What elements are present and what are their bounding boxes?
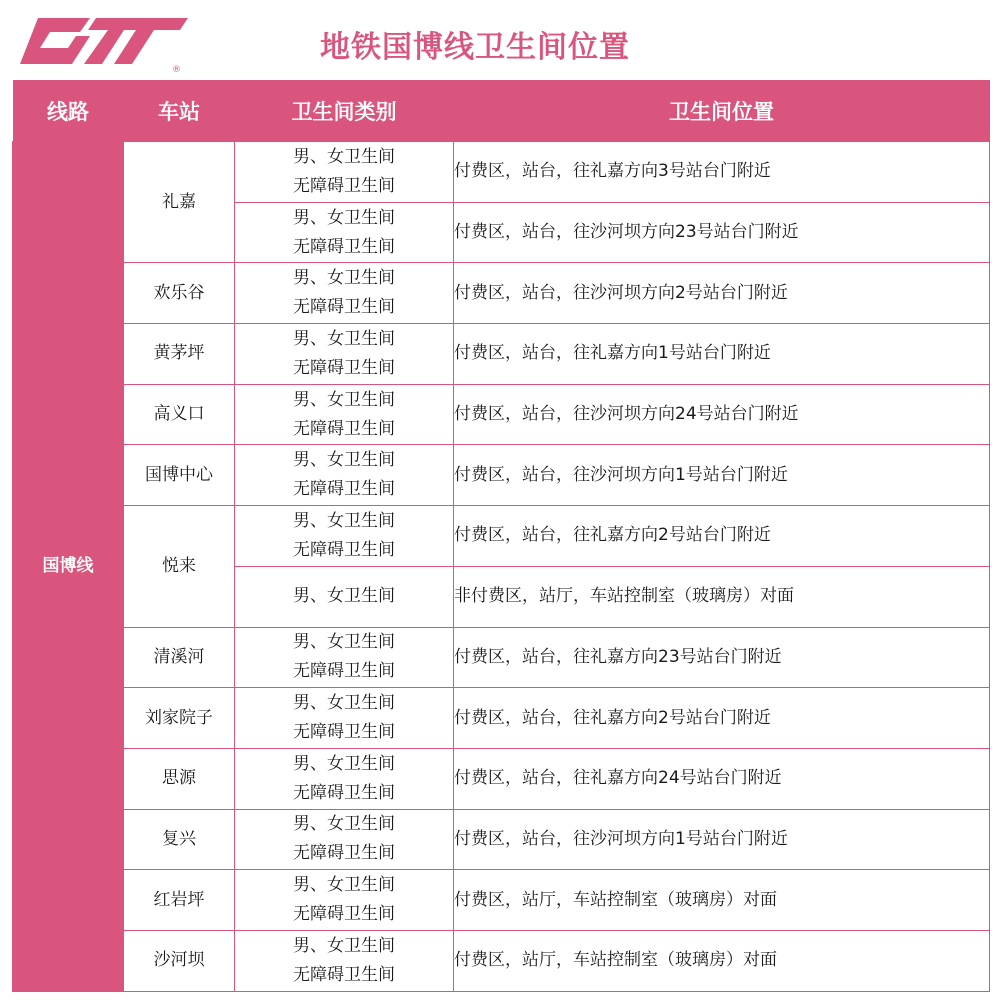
toilet-type-cell	[235, 870, 454, 931]
toilet-location-cell: 付费区，站台，往沙河坝方向24号站台门附近	[454, 384, 990, 445]
toilet-location-cell: 非付费区，站厅，车站控制室（玻璃房）对面	[454, 566, 990, 627]
toilet-location-cell: 付费区，站台，往礼嘉方向3号站台门附近	[454, 142, 990, 203]
station-cell: 刘家院子	[124, 688, 235, 749]
toilet-type-cell	[235, 384, 454, 445]
toilet-type: 男、女卫生间	[293, 935, 395, 956]
toilet-location-cell: 付费区，站台，往沙河坝方向1号站台门附近	[454, 809, 990, 870]
table-row	[13, 384, 990, 445]
toilet-location-cell: 付费区，站厅，车站控制室（玻璃房）对面	[454, 870, 990, 931]
table-row	[13, 930, 990, 991]
crt-logo-icon	[20, 14, 190, 74]
header	[0, 0, 1000, 80]
station-cell: 红岩坪	[124, 870, 235, 931]
toilet-type: 男、女卫生间	[293, 693, 395, 714]
toilet-location-cell: 付费区，站台，往沙河坝方向2号站台门附近	[454, 263, 990, 324]
toilet-type: 男、女卫生间	[293, 632, 395, 653]
toilet-type: 无障碍卫生间	[293, 418, 395, 439]
toilet-type: 男、女卫生间	[293, 146, 395, 167]
toilet-type: 男、女卫生间	[293, 586, 395, 607]
toilet-location-table	[12, 80, 990, 992]
table-row	[13, 688, 990, 749]
toilet-type-cell	[235, 566, 454, 627]
toilet-type: 无障碍卫生间	[293, 964, 395, 985]
header-toilet-location: 卫生间位置	[454, 80, 990, 142]
toilet-location-cell: 付费区，站台，往礼嘉方向2号站台门附近	[454, 688, 990, 749]
toilet-type-cell	[235, 748, 454, 809]
station-cell: 黄茅坪	[124, 324, 235, 385]
station-cell: 欢乐谷	[124, 263, 235, 324]
table-row	[13, 445, 990, 506]
toilet-type: 男、女卫生间	[293, 268, 395, 289]
line-name-cell: 国博线	[13, 142, 124, 992]
table-row	[13, 809, 990, 870]
table-row	[13, 142, 990, 203]
header-toilet-type: 卫生间类别	[235, 80, 454, 142]
station-cell: 复兴	[124, 809, 235, 870]
toilet-type: 男、女卫生间	[293, 328, 395, 349]
page-title: 地铁国博线卫生间位置	[320, 30, 630, 65]
toilet-type: 无障碍卫生间	[293, 722, 395, 743]
toilet-type: 男、女卫生间	[293, 875, 395, 896]
toilet-type: 无障碍卫生间	[293, 782, 395, 803]
toilet-location-cell: 付费区，站台，往沙河坝方向1号站台门附近	[454, 445, 990, 506]
toilet-type-cell	[235, 930, 454, 991]
table-row	[13, 627, 990, 688]
toilet-type-cell	[235, 688, 454, 749]
station-cell: 悦来	[124, 506, 235, 627]
station-cell: 沙河坝	[124, 930, 235, 991]
header-line: 线路	[13, 80, 124, 142]
toilet-type: 男、女卫生间	[293, 450, 395, 471]
toilet-type-cell	[235, 809, 454, 870]
toilet-type-cell	[235, 445, 454, 506]
toilet-type: 男、女卫生间	[293, 207, 395, 228]
table-body	[13, 142, 990, 992]
toilet-type-cell	[235, 263, 454, 324]
toilet-type: 无障碍卫生间	[293, 539, 395, 560]
station-cell: 国博中心	[124, 445, 235, 506]
station-cell: 思源	[124, 748, 235, 809]
toilet-type: 无障碍卫生间	[293, 904, 395, 925]
toilet-type-cell	[235, 627, 454, 688]
toilet-location-cell: 付费区，站台，往礼嘉方向1号站台门附近	[454, 324, 990, 385]
toilet-type-cell	[235, 142, 454, 203]
toilet-location-cell: 付费区，站厅，车站控制室（玻璃房）对面	[454, 930, 990, 991]
station-cell: 高义口	[124, 384, 235, 445]
table-row	[13, 263, 990, 324]
toilet-type-cell	[235, 324, 454, 385]
station-cell: 清溪河	[124, 627, 235, 688]
toilet-type: 男、女卫生间	[293, 510, 395, 531]
table-row	[13, 870, 990, 931]
toilet-type: 男、女卫生间	[293, 389, 395, 410]
toilet-type: 男、女卫生间	[293, 753, 395, 774]
header-station: 车站	[124, 80, 235, 142]
table-header-row	[13, 80, 990, 142]
toilet-location-cell: 付费区，站台，往礼嘉方向2号站台门附近	[454, 506, 990, 567]
toilet-type: 无障碍卫生间	[293, 175, 395, 196]
toilet-type: 男、女卫生间	[293, 814, 395, 835]
toilet-type: 无障碍卫生间	[293, 661, 395, 682]
toilet-type: 无障碍卫生间	[293, 479, 395, 500]
toilet-type-cell	[235, 202, 454, 263]
toilet-location-cell: 付费区，站台，往礼嘉方向24号站台门附近	[454, 748, 990, 809]
toilet-type: 无障碍卫生间	[293, 297, 395, 318]
toilet-type-cell	[235, 506, 454, 567]
toilet-type: 无障碍卫生间	[293, 843, 395, 864]
table-row	[13, 324, 990, 385]
station-cell: 礼嘉	[124, 142, 235, 263]
table-row	[13, 506, 990, 567]
registered-mark: ®	[172, 65, 181, 74]
toilet-location-cell: 付费区，站台，往礼嘉方向23号站台门附近	[454, 627, 990, 688]
toilet-type: 无障碍卫生间	[293, 357, 395, 378]
table-row	[13, 748, 990, 809]
toilet-location-cell: 付费区，站台，往沙河坝方向23号站台门附近	[454, 202, 990, 263]
toilet-type: 无障碍卫生间	[293, 236, 395, 257]
